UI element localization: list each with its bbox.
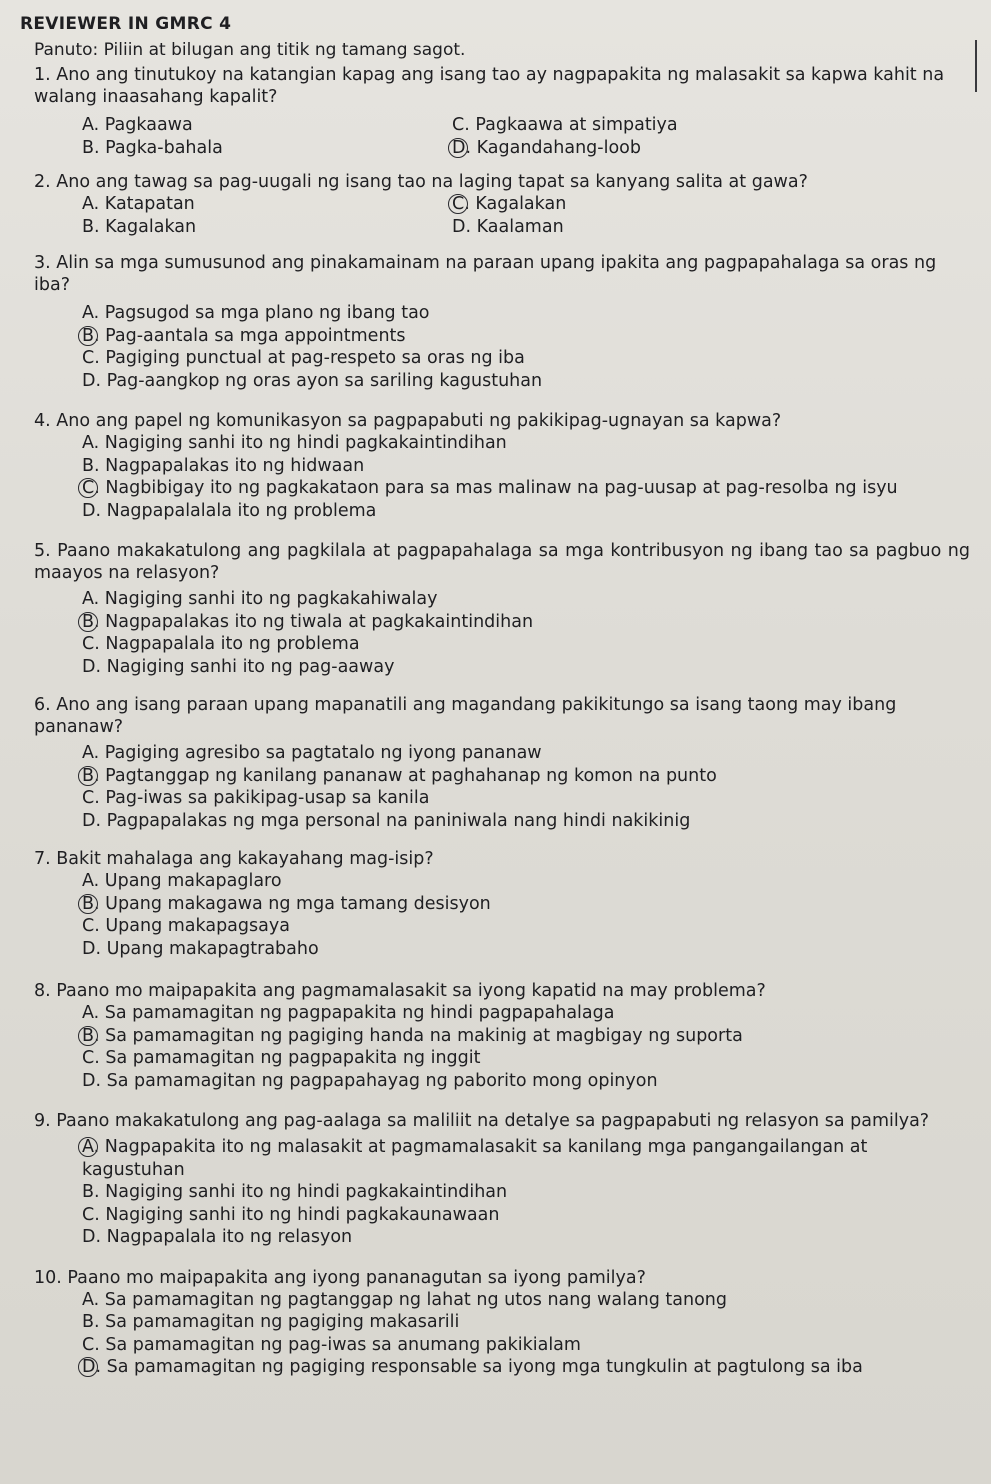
choice-a[interactable]: A. Nagpapakita ito ng malasakit at pagmamalasakit sa kanilang mga pangangailangan at kagustuhan [82,1136,942,1181]
choice-a[interactable]: A. Pagkaawa [82,115,193,135]
choice-a[interactable]: A. Nagiging sanhi ito ng pagkakahiwalay [82,589,438,609]
question-stem: 3. Alin sa mga sumusunod ang pinakamainam na paraan upang ipakita ang pagpapahalaga sa oras ng iba? [34,253,937,295]
page-title: REVIEWER IN GMRC 4 [20,14,232,34]
choices [82,1002,970,1092]
question-8 [20,980,970,1092]
choice-c[interactable]: C. Nagpapalala ito ng problema [82,634,360,654]
reviewer-content [20,14,970,1379]
choice-c[interactable]: C. Pag-iwas sa pakikipag-usap sa kanila [82,788,430,808]
choices [82,870,970,960]
question-9 [20,1110,970,1249]
choice-d[interactable]: D. Sa pamamagitan ng pagiging responsable sa iyong mga tungkulin at pagtulong sa iba [82,1356,970,1379]
instructions: Panuto: Piliin at bilugan ang titik ng tamang sagot. [34,40,466,60]
choice-b[interactable]: B. Pag-aantala sa mga appointments [82,325,970,348]
question-5 [20,540,970,678]
choices [82,1136,970,1249]
choice-a[interactable]: A. Pagsugod sa mga plano ng ibang tao [82,303,430,323]
choice-d[interactable]: D. Nagpapalalala ito ng problema [82,500,377,521]
question-stem: 8. Paano mo maipapakita ang pagmamalasakit sa iyong kapatid na may problema? [34,981,766,1001]
choices [82,588,970,678]
choices [82,1289,970,1379]
question-6 [20,694,970,832]
choices [82,114,970,159]
question-4 [20,410,970,522]
choice-d[interactable]: D. Kagandahang-loob [452,137,970,160]
question-stem: 5. Paano makakatulong ang pagkilala at pagpapahalaga sa mga kontribusyon ng ibang tao sa pagbuo ng maayos na relasyon? [34,541,970,583]
choice-b[interactable]: B. Kagalakan [82,216,197,237]
choice-a[interactable]: A. Katapatan [82,194,195,214]
choices [82,193,970,238]
choice-b[interactable]: B. Nagpapalakas ito ng tiwala at pagkakaintindihan [82,611,970,634]
question-stem: 7. Bakit mahalaga ang kakayahang mag-isip? [34,849,434,869]
choice-b[interactable]: B. Upang makagawa ng mga tamang desisyon [82,893,970,916]
question-2 [20,171,970,238]
choice-d[interactable]: D. Upang makapagtrabaho [82,938,319,959]
choice-d[interactable]: D. Nagiging sanhi ito ng pag-aaway [82,656,395,677]
choice-b[interactable]: B. Pagtanggap ng kanilang pananaw at paghahanap ng komon na punto [82,765,970,788]
choice-a[interactable]: A. Sa pamamagitan ng pagtanggap ng lahat ng utos nang walang tanong [82,1289,727,1310]
question-10 [20,1267,970,1379]
choice-c[interactable]: C. Nagiging sanhi ito ng hindi pagkakaunawaan [82,1204,500,1225]
choice-c[interactable]: C. Upang makapagsaya [82,916,290,936]
question-stem: 1. Ano ang tinutukoy na katangian kapag ang isang tao ay nagpapakita ng malasakit sa kapwa kahit na walang inaasahang kapalit? [34,65,945,107]
choice-b[interactable]: B. Nagiging sanhi ito ng hindi pagkakaintindihan [82,1182,508,1202]
choices [82,302,970,392]
choice-c[interactable]: C. Nagbibigay ito ng pagkakataon para sa mas malinaw na pag-uusap at pag-resolba ng isyu [82,477,970,500]
choice-b[interactable]: B. Sa pamamagitan ng pagiging makasarili [82,1312,460,1332]
choice-d[interactable]: D. Sa pamamagitan ng pagpapahayag ng paborito mong opinyon [82,1070,658,1091]
question-stem: 2. Ano ang tawag sa pag-uugali ng isang tao na laging tapat sa kanyang salita at gawa? [34,172,808,192]
choice-d[interactable]: D. Nagpapalala ito ng relasyon [82,1227,353,1247]
choice-c[interactable]: C. Pagkaawa at simpatiya [452,115,678,135]
choice-c[interactable]: C. Pagiging punctual at pag-respeto sa oras ng iba [82,348,525,368]
choice-b[interactable]: B. Nagpapalakas ito ng hidwaan [82,455,365,476]
choice-d[interactable]: D. Kaalaman [452,216,564,237]
choice-d[interactable]: D. Pag-aangkop ng oras ayon sa sariling kagustuhan [82,370,543,391]
choices [82,432,970,522]
choice-a[interactable]: A. Nagiging sanhi ito ng hindi pagkakaintindihan [82,433,507,453]
choice-c[interactable]: C. Sa pamamagitan ng pag-iwas sa anumang pakikialam [82,1334,581,1355]
choice-c[interactable]: C. Sa pamamagitan ng pagpapakita ng inggit [82,1048,481,1068]
choice-d[interactable]: D. Pagpapalakas ng mga personal na paniniwala nang hindi nakikinig [82,810,691,831]
choice-b[interactable]: B. Sa pamamagitan ng pagiging handa na makinig at magbigay ng suporta [82,1025,970,1048]
choice-a[interactable]: A. Pagiging agresibo sa pagtatalo ng iyong pananaw [82,743,542,763]
question-3 [20,252,970,392]
choice-a[interactable]: A. Upang makapaglaro [82,871,282,891]
question-1 [20,64,970,159]
question-stem: 4. Ano ang papel ng komunikasyon sa pagpapabuti ng pakikipag-ugnayan sa kapwa? [34,411,782,431]
margin-pen-line [975,40,977,92]
question-stem: 9. Paano makakatulong ang pag-aalaga sa maliliit na detalye sa pagpapabuti ng relasyon sa pamilya? [34,1111,930,1131]
choice-c[interactable]: C. Kagalakan [452,193,970,216]
choice-b[interactable]: B. Pagka-bahala [82,137,223,158]
question-stem: 10. Paano mo maipapakita ang iyong pananagutan sa iyong pamilya? [34,1267,646,1288]
question-stem: 6. Ano ang isang paraan upang mapanatili ang magandang pakikitungo sa isang taong may ibang pananaw? [34,695,897,737]
choice-a[interactable]: A. Sa pamamagitan ng pagpapakita ng hindi pagpapahalaga [82,1003,615,1023]
choices [82,742,970,832]
question-7 [20,848,970,960]
